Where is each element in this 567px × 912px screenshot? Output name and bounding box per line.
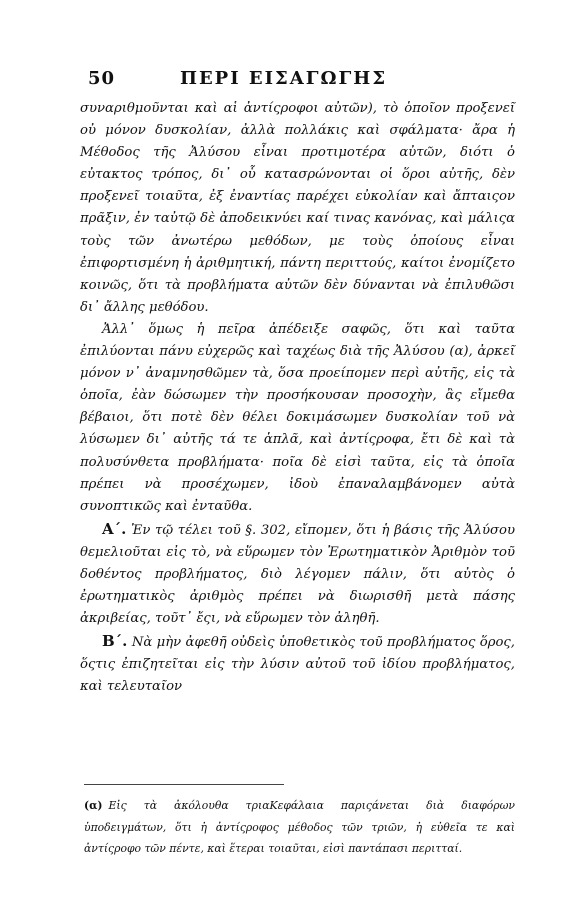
main-text: [80, 98, 515, 699]
paragraph-experience: Ἀλλ᾽ ὅμως ἡ πεῖρα ἀπέδειξε σαφῶς, ὅτι καὶ ταῦτα ἐπιλύονται πάνυ εὐχερῶς καὶ ταχέως διὰ τῆς Ἀλύσου (α), ἀρκεῖ μόνον ν᾽ ἀναμνησθῶμεν τὰ, ὅσα προείπομεν περὶ αὐτῆς, εἰς τὰ ὁποῖα, ἐὰν δώσωμεν τὴν προσήκουσαν προσοχὴν, ἂς εἴμεθα βέβαιοι, ὅτι ποτὲ δὲν θέλει δοκιμάσωμεν δυσκολίαν τοῦ νὰ λύσωμεν δι᾽ αὐτῆς τά τε ἁπλᾶ, καὶ ἀντίςροφα, ἔτι δὲ καὶ τὰ πολυσύνθετα προβλήματα· ποῖα δὲ εἰσὶ ταῦτα, εἰς τὰ ὁποῖα πρέπει νὰ προσέχωμεν, ἰδοὺ ἐπαναλαμβάνομεν αὐτὰ συνοπτικῶς καὶ ἐνταῦθα.: [80, 321, 515, 514]
page-header: [0, 68, 567, 92]
paragraph-point-a: [80, 518, 515, 630]
footnote-text: Εἰς τὰ ἀκόλουθα τριαΚεφάλαια παριςάνεται διὰ διαφόρων ὑποδειγμάτων, ὅτι ἡ ἀντίςροφος μέθοδος τῶν τριῶν, ἡ εὐθεῖα τε καὶ ἀντίςροφο τῶν πέντε, καὶ ἕτεραι τοιαῦται, εἰσὶ παντάπασι περιτταί.: [84, 799, 515, 855]
paragraph-continued: συναριθμοῦνται καὶ αἱ ἀντίςροφοι αὐτῶν), τὸ ὁποῖον προξενεῖ οὐ μόνον δυσκολίαν, ἀλλὰ πολλάκις καὶ σφάλματα· ἄρα ἡ Μέθοδος τῆς Ἀλύσου εἶναι προτιμοτέρα αὐτῶν, διότι ὁ εὐτακτος τρόπος, δι᾽ οὗ κατασρώνονται οἱ ὅροι αὐτῆς, δὲν προξενεῖ τοιαῦτα, ἐξ ἐναντίας παρέχει εὐκολίαν καὶ ἄπταιςον πρᾶξιν, ἐν ταὐτῷ δὲ ἀποδεικνύει καί τινας κανόνας, καὶ μάλιςα τοὺς τῶν ἀνωτέρω μεθόδων, με τοὺς ὁποίους εἶναι ἐπιφορτισμένη ἡ ἀριθμητική, πάντη περιττούς, καίτοι ἐνομίζετο κοινῶς, ὅτι τὰ προβλήματα αὐτῶν δὲν δύνανται νὰ ἐπιλυθῶσι δι᾽ ἄλλης μεθόδου.: [80, 101, 515, 315]
footnote-divider: [84, 784, 284, 785]
point-a-label: Α΄.: [102, 519, 127, 538]
point-a-text: Ἐν τῷ τέλει τοῦ §. 302, εἴπομεν, ὅτι ἡ βάσις τῆς Ἀλύσου θεμελιοῦται εἰς τὸ, νὰ εὕρωμεν τὸν Ἐρωτηματικὸν Ἀριθμὸν τοῦ δοθέντος προβλήματος, διὸ λέγομεν πάλιν, ὅτι αὐτὸς ὁ ἐρωτηματικὸς ἀριθμὸς πρέπει νὰ διωρισθῆ μετὰ πάσης ἀκριβείας, τοῦτ᾽ ἔςι, νὰ εὕρωμεν τὸν ἀληθῆ.: [80, 522, 515, 627]
point-b-label: Β΄.: [102, 632, 128, 651]
footnote: [84, 795, 515, 860]
paragraph-point-b: [80, 630, 515, 698]
point-b-text: Νὰ μὴν ἀφεθῆ οὐδεὶς ὑποθετικὸς τοῦ προβλήματος ὅρος, ὅςτις ἐπιζητεῖται εἰς τὴν λύσιν αὐτοῦ τοῦ ἰδίου προβλήματος, καὶ τελευταῖον: [80, 635, 515, 695]
footnote-marker: (α): [84, 799, 103, 812]
running-head: ΠΕΡΙ ΕΙΣΑΓΩΓΗΣ: [179, 68, 388, 89]
page-number: 50: [88, 68, 116, 89]
